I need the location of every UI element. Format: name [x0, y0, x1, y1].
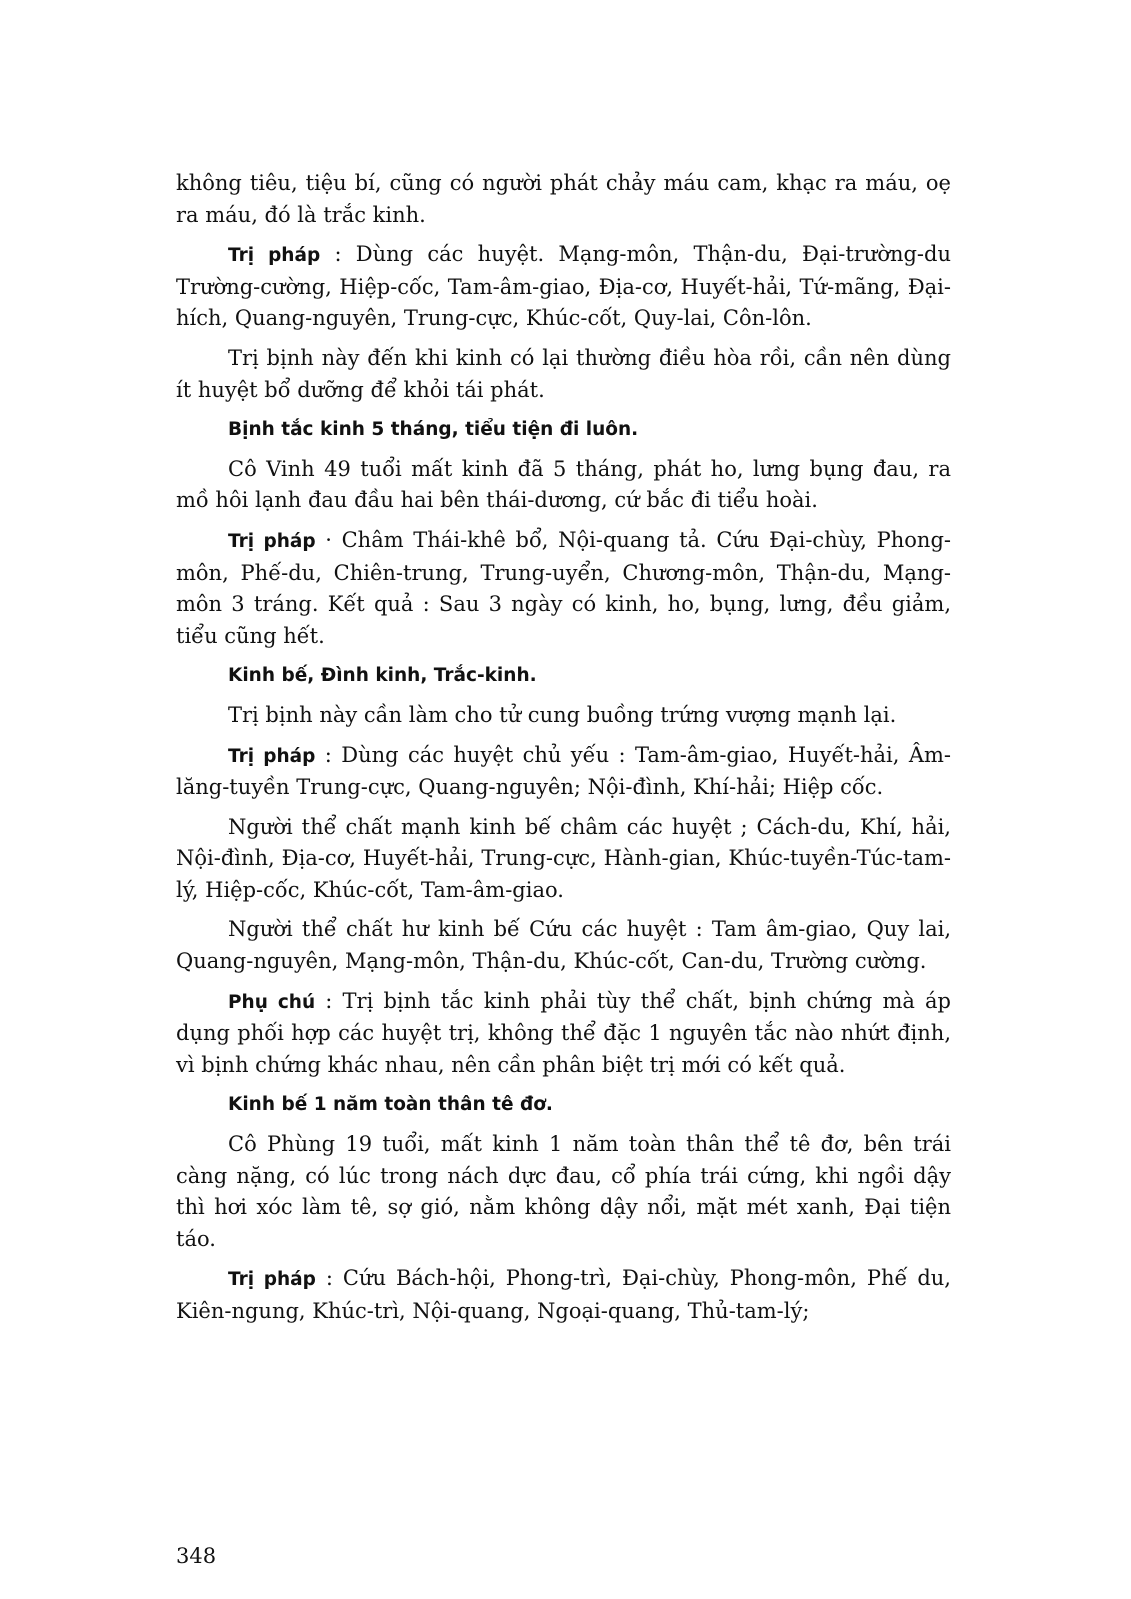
paragraph-14 [176, 1129, 951, 1255]
paragraph-12 [176, 986, 951, 1082]
paragraph-10-text: Người thể chất mạnh kinh bế châm các huyệt ; Cách-du, Khí, hải, Nội-đình, Địa-cơ, Huyết-hải, Trung-cực, Hành-gian, Khúc-tuyền-Túc-tam-lý, Hiệp-cốc, Khúc-cốt, Tam-âm-giao. [176, 814, 951, 902]
paragraph-15 [176, 1263, 951, 1327]
paragraph-2-text: : Dùng các huyệt. Mạng-môn, Thận-du, Đại-trường-du Trường-cường, Hiệp-cốc, Tam-âm-giao, Địa-cơ, Huyết-hải, Tứ-mãng, Đại-hích, Quang-nguyên, Trung-cực, Khúc-cốt, Quy-lai, Côn-lôn. [176, 242, 951, 331]
paragraph-12-label: Phụ chú [228, 991, 316, 1013]
section-heading-2: Kinh bế, Đình kinh, Trắc-kinh. [228, 665, 537, 687]
paragraph-11-text: Người thể chất hư kinh bế Cứu các huyệt : Tam âm-giao, Quy lai, Quang-nguyên, Mạng-môn, Thận-du, Khúc-cốt, Can-du, Trường cường. [176, 917, 951, 974]
paragraph-5-text: Cô Vinh 49 tuổi mất kinh đã 5 tháng, phát ho, lưng bụng đau, ra mồ hôi lạnh đau đầu hai bên thái-dương, cứ bắc đi tiểu hoài. [176, 456, 951, 513]
paragraph-2 [176, 239, 951, 335]
paragraph-3 [176, 343, 951, 406]
paragraph-14-text: Cô Phùng 19 tuổi, mất kinh 1 năm toàn thân thể tê đơ, bên trái càng nặng, có lúc trong nách dực đau, cổ phía trái cứng, khi ngồi dậy thì hơi xóc làm tê, sợ gió, nằm không dậy nổi, mặt mét xanh, Đại tiện táo. [176, 1132, 951, 1251]
paragraph-10 [176, 812, 951, 907]
section-heading-1: Bịnh tắc kinh 5 tháng, tiểu tiện đi luôn. [228, 419, 639, 441]
paragraph-8-text: Trị bịnh này cần làm cho tử cung buồng trứng vượng mạnh lại. [228, 702, 897, 727]
paragraph-1-text: không tiêu, tiệu bí, cũng có người phát chảy máu cam, khạc ra máu, oẹ ra máu, đó là trắc kinh. [176, 171, 951, 227]
page-body [176, 168, 951, 1336]
paragraph-9-text: : Dùng các huyệt chủ yếu : Tam-âm-giao, Huyết-hải, Âm-lăng-tuyền Trung-cực, Quang-nguyên; Nội-đình, Khí-hải; Hiệp cốc. [176, 742, 951, 800]
paragraph-9 [176, 740, 951, 804]
paragraph-8 [176, 700, 951, 732]
paragraph-15-text: : Cứu Bách-hội, Phong-trì, Đại-chùy, Phong-môn, Phế du, Kiên-ngung, Khúc-trì, Nội-quang, Ngoại-quang, Thủ-tam-lý; [176, 1266, 951, 1323]
paragraph-15-label: Trị pháp [228, 1269, 316, 1291]
paragraph-6 [176, 525, 951, 652]
paragraph-9-label: Trị pháp [228, 745, 316, 767]
paragraph-6-label: Trị pháp [228, 530, 316, 552]
section-heading-3: Kinh bế 1 năm toàn thân tê đơ. [228, 1094, 553, 1116]
paragraph-2-label: Trị pháp [228, 245, 321, 267]
paragraph-11 [176, 914, 951, 977]
paragraph-12-text: : Trị bịnh tắc kinh phải tùy thể chất, bịnh chứng mà áp dụng phối hợp các huyệt trị, không thể đặc 1 nguyên tắc nào nhứt định, vì bịnh chứng khác nhau, nên cần phân biệt trị mới có kết quả. [176, 988, 951, 1077]
paragraph-5 [176, 454, 951, 517]
paragraph-3-text: Trị bịnh này đến khi kinh có lại thường điều hòa rồi, cần nên dùng ít huyệt bổ dưỡng để khỏi tái phát. [176, 345, 951, 402]
paragraph-6-text: · Châm Thái-khê bổ, Nội-quang tả. Cứu Đại-chùy, Phong-môn, Phế-du, Chiên-trung, Trung-uyển, Chương-môn, Thận-du, Mạng-môn 3 tráng. Kết quả : Sau 3 ngày có kinh, ho, bụng, lưng, đều giảm, tiểu cũng hết. [176, 527, 951, 648]
page-number: 348 [176, 1544, 217, 1568]
paragraph-1 [176, 168, 951, 231]
